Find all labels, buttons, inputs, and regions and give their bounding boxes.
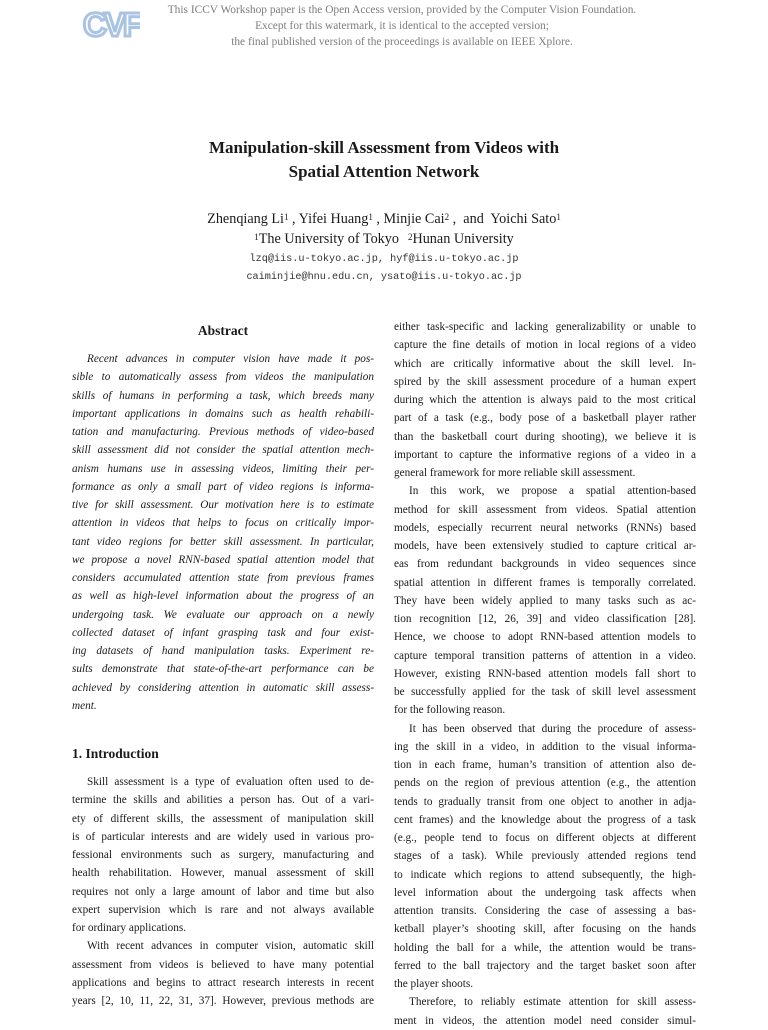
- text-line: termine the skills and abilities a person has. Out of a vari-: [72, 794, 374, 807]
- text-line: ing datasets of hand manipulation tasks. Experiment re-: [72, 645, 374, 657]
- text-line: level information about the undergoing task affects when: [394, 886, 696, 899]
- watermark-line: Except for this watermark, it is identical to the accepted version;: [255, 20, 549, 32]
- title-line: Spatial Attention Network: [288, 162, 480, 181]
- text-line: years [2, 10, 11, 22, 31, 37]. However, previous methods are: [72, 995, 374, 1007]
- text-line: method for skill assessment from videos. Spatial attention: [394, 503, 696, 516]
- text-line: be successfully applied for the task of skill level assessment: [394, 686, 696, 698]
- author-affiliation-mark: 1: [556, 212, 561, 222]
- text-line: capture the fine details of motion in local regions of a video: [394, 339, 696, 352]
- text-line: for ordinary applications.: [72, 922, 187, 934]
- email-line[interactable]: caiminjie@hnu.edu.cn, ysato@iis.u-tokyo.ac.jp: [246, 272, 522, 283]
- text-line: part of a task (e.g., body pose of a basketball player rather: [394, 412, 696, 425]
- text-line: requires not only a large amount of labor and time but also: [72, 885, 374, 898]
- text-line: It has been observed that during the procedure of assess-: [409, 722, 696, 735]
- right-column-body: [394, 318, 696, 1030]
- affiliation-mark: 2: [407, 232, 413, 242]
- affiliation-name: Hunan University: [412, 231, 514, 247]
- abstract-heading: Abstract: [197, 323, 249, 338]
- text-line: anism humans use in assessing videos, limiting their per-: [72, 462, 374, 475]
- text-line: assessment from videos is believed to have many potential: [72, 958, 374, 971]
- text-line: tant video regions for better skill assessment. In particular,: [72, 535, 374, 548]
- text-line: ketball player’s shooting skill, after focusing on the hands: [394, 923, 696, 936]
- text-line: tation and manufacturing. Previous methods of video-based: [72, 426, 374, 438]
- text-line: considers accumulated attention state from previous frames: [72, 572, 374, 584]
- text-line: expert supervision which is rare and not always available: [72, 903, 374, 916]
- text-line: collected dataset of infant grasping task and four exist-: [72, 626, 374, 639]
- text-line: spired by the skill assessment procedure of a human expert: [394, 375, 696, 388]
- text-line: ing the skill in a video, in addition to the visual informa-: [394, 740, 696, 753]
- text-line: stages of a task). While previously attended regions tend: [394, 850, 696, 863]
- author-emails: [0, 251, 768, 287]
- text-line: to indicate which regions to attend subsequently, the high-: [394, 868, 696, 881]
- text-line: spatial attention in different frames is temporally correlated.: [394, 576, 696, 589]
- abstract-body: [72, 350, 374, 715]
- left-column: [72, 318, 374, 1010]
- text-line: ment in videos, the attention model need consider simul-: [394, 1014, 696, 1027]
- text-line: is of particular interests and are widely used in various pro-: [72, 830, 374, 843]
- affiliation-name: The University of Tokyo: [258, 231, 399, 247]
- text-line: They have been widely applied to many tasks such as ac-: [394, 594, 696, 607]
- text-line: applications and begins to attract research interests in recent: [72, 976, 374, 989]
- author-name: Yifei Huang: [298, 211, 369, 227]
- text-line: skills of humans in performing a task, which breeds many: [72, 389, 374, 402]
- text-line: the player shoots.: [394, 978, 474, 990]
- author-affiliation-mark: 1: [284, 212, 289, 222]
- text-line: which are critically informative about the skill level. In-: [394, 357, 696, 370]
- text-line: ety of different skills, the assessment of manipulation skill: [72, 812, 374, 825]
- text-line: sible to automatically assess from videos the manipulation: [72, 371, 374, 384]
- text-line: ferred to the ball trajectory and the target basket soon after: [394, 959, 696, 972]
- text-line: models, especially recurrent neural networks (RNNs) based: [394, 521, 696, 534]
- text-line: fessional environments such as surgery, manufacturing and: [72, 849, 374, 861]
- text-line: In this work, we propose a spatial attention-based: [409, 485, 696, 498]
- watermark-line: the final published version of the proceedings is available on IEEE Xplore.: [231, 36, 573, 48]
- text-line: for the following reason.: [394, 704, 506, 717]
- text-line: skill assessment did not consider the spatial attention mech-: [72, 444, 374, 457]
- text-line: we propose a novel RNN-based spatial attention model that: [72, 553, 374, 566]
- text-line: achieved by considering attention in automatic skill assess-: [72, 681, 374, 694]
- text-line: tive for skill assessment. Our motivation here is to estimate: [72, 499, 374, 511]
- text-line: sults demonstrate that state-of-the-art performance can be: [72, 663, 374, 676]
- text-line: eas from redundant backgrounds in video sequences since: [394, 558, 696, 571]
- text-line: Skill assessment is a type of evaluation often used to de-: [87, 776, 374, 788]
- author-separator: , and: [449, 211, 491, 227]
- text-line: cent frames) and the knowledge about the progress of a task: [394, 813, 696, 826]
- text-line: health rehabilitation. However, manual assessment of skill: [72, 867, 374, 880]
- text-line: attention in videos that helps to focus on critically impor-: [72, 517, 374, 530]
- author-separator: ,: [288, 211, 299, 227]
- author-separator: ,: [372, 211, 384, 227]
- author-name: Minjie Cai: [383, 211, 445, 227]
- right-column: [394, 318, 696, 1030]
- text-line: tion recognition [12, 26, 39] and video classification [28].: [394, 613, 696, 625]
- text-line: general framework for more reliable skill assessment.: [394, 467, 636, 479]
- author-list: [0, 209, 768, 229]
- text-line: attention transits. Considering the case of assessing a bas-: [394, 905, 696, 917]
- text-line: models, have been extensively studied to capture critical ar-: [394, 540, 696, 552]
- svg-text:CVF: CVF: [83, 6, 140, 41]
- affiliation-mark: 1: [254, 232, 259, 242]
- introduction-body: [72, 773, 374, 1010]
- text-line: Recent advances in computer vision have made it pos-: [87, 353, 374, 365]
- text-line: With recent advances in computer vision, automatic skill: [87, 940, 374, 953]
- text-line: pends on the region of previous attention (e.g., the attention: [394, 777, 696, 790]
- cvf-logo: [82, 5, 140, 41]
- introduction-heading: 1. Introduction: [72, 746, 159, 761]
- text-line: formance as only a small part of video regions is informa-: [72, 480, 374, 493]
- text-line: ment.: [72, 699, 97, 712]
- author-affiliation-mark: 1: [368, 212, 373, 222]
- text-line: However, existing RNN-based attention models fall short to: [394, 667, 696, 680]
- text-line: capture temporal transition patterns of attention in a video.: [394, 649, 696, 662]
- text-line: either task-specific and lacking generalizability or unable to: [394, 321, 696, 333]
- text-line: (e.g., people tend to focus on different objects at different: [394, 832, 696, 844]
- author-name: Yoichi Sato: [490, 211, 557, 227]
- paper-title: [0, 136, 768, 184]
- email-line[interactable]: lzq@iis.u-tokyo.ac.jp, hyf@iis.u-tokyo.ac.jp: [249, 254, 519, 265]
- author-name: Zhenqiang Li: [207, 211, 284, 227]
- text-line: as well as high-level information about the progress of an: [72, 590, 374, 603]
- text-line: Hence, we choose to adopt RNN-based attention models to: [394, 631, 696, 644]
- text-line: important applications in domains such as health rehabili-: [72, 407, 374, 420]
- text-line: during which the attention is always paid to the most critical: [394, 394, 696, 406]
- text-line: tends to gradually transit from one object to another in adja-: [394, 795, 696, 808]
- title-line: Manipulation-skill Assessment from Videos with: [208, 138, 560, 157]
- text-line: holding the ball for a while, the attention would be trans-: [394, 941, 696, 954]
- text-line: than the basketball court during shooting), we believe it is: [394, 430, 696, 443]
- text-line: undergoing task. We evaluate our approach on a newly: [72, 608, 374, 621]
- author-affiliation-mark: 2: [444, 212, 450, 222]
- text-line: tion in each frame, human’s transition of attention also de-: [394, 759, 696, 771]
- affiliations: [0, 229, 768, 249]
- text-line: important to capture the informative regions of a video in a: [394, 448, 696, 461]
- text-line: Therefore, to reliably estimate attention for skill assess-: [409, 996, 696, 1009]
- open-access-watermark: [140, 2, 664, 50]
- watermark-line: This ICCV Workshop paper is the Open Access version, provided by the Computer Vision Foundation.: [167, 4, 637, 16]
